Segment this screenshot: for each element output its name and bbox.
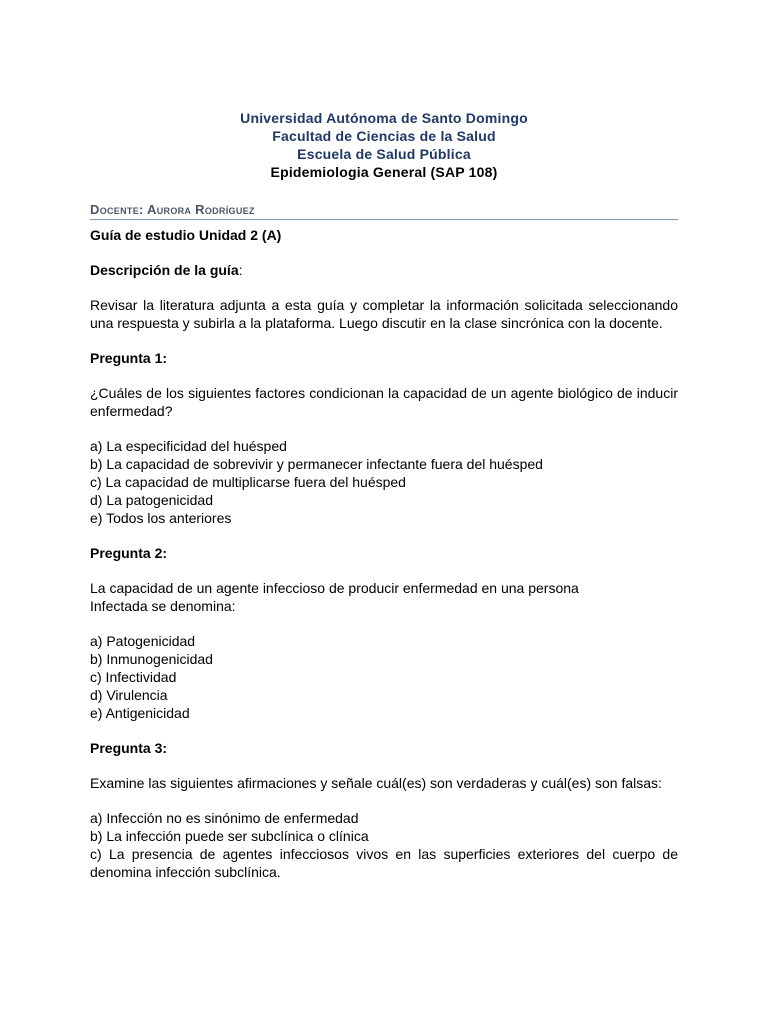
description-text: Revisar la literatura adjunta a esta guía y completar la información solicitada seleccionando una respuesta y subirla a la plataforma. Luego discutir en la clase sincrónica con la docente. bbox=[90, 297, 678, 331]
question-3-option-a: a) Infección no es sinónimo de enfermedad bbox=[90, 810, 359, 826]
question-1-text: ¿Cuáles de los siguientes factores condicionan la capacidad de un agente biológico de inducir enfermedad? bbox=[90, 385, 678, 419]
question-2-option-b: b) Inmunogenicidad bbox=[90, 651, 213, 667]
university-name: Universidad Autónoma de Santo Domingo bbox=[240, 110, 528, 126]
description-heading: Descripción de la guía bbox=[90, 262, 239, 278]
question-1-heading: Pregunta 1: bbox=[90, 350, 168, 366]
question-1-option-d: d) La patogenicidad bbox=[90, 492, 213, 508]
document-body bbox=[90, 226, 678, 881]
docente-line: Docente: Aurora Rodríguez bbox=[90, 202, 678, 220]
question-2-option-e: e) Antigenicidad bbox=[90, 705, 190, 721]
description-heading-line bbox=[90, 261, 678, 279]
document-header bbox=[0, 109, 768, 181]
question-1-option-b: b) La capacidad de sobrevivir y permanecer infectante fuera del huésped bbox=[90, 456, 543, 472]
course-title: Epidemiologia General (SAP 108) bbox=[270, 164, 498, 180]
question-2-option-a: a) Patogenicidad bbox=[90, 633, 196, 649]
question-3-heading: Pregunta 3: bbox=[90, 740, 168, 756]
question-2-heading: Pregunta 2: bbox=[90, 545, 168, 561]
school-name: Escuela de Salud Pública bbox=[297, 146, 471, 162]
question-1-option-c: c) La capacidad de multiplicarse fuera del huésped bbox=[90, 474, 406, 490]
question-2-option-c: c) Infectividad bbox=[90, 669, 177, 685]
question-1-option-e: e) Todos los anteriores bbox=[90, 510, 232, 526]
question-3-option-b: b) La infección puede ser subclínica o clínica bbox=[90, 828, 369, 844]
question-2-option-d: d) Virulencia bbox=[90, 687, 168, 703]
faculty-name: Facultad de Ciencias de la Salud bbox=[272, 128, 496, 144]
guide-title: Guía de estudio Unidad 2 (A) bbox=[90, 227, 282, 243]
question-2-text-line2: Infectada se denomina: bbox=[90, 598, 236, 614]
question-1-option-a: a) La especificidad del huésped bbox=[90, 438, 287, 454]
question-3-text: Examine las siguientes afirmaciones y señale cuál(es) son verdaderas y cuál(es) son falsas: bbox=[90, 775, 662, 791]
description-colon: : bbox=[238, 262, 243, 278]
question-2-text-line1: La capacidad de un agente infeccioso de producir enfermedad en una persona bbox=[90, 580, 579, 596]
question-3-option-c: c) La presencia de agentes infecciosos vivos en las superficies exteriores del cuerpo de denomina infección subclínica. bbox=[90, 846, 678, 880]
